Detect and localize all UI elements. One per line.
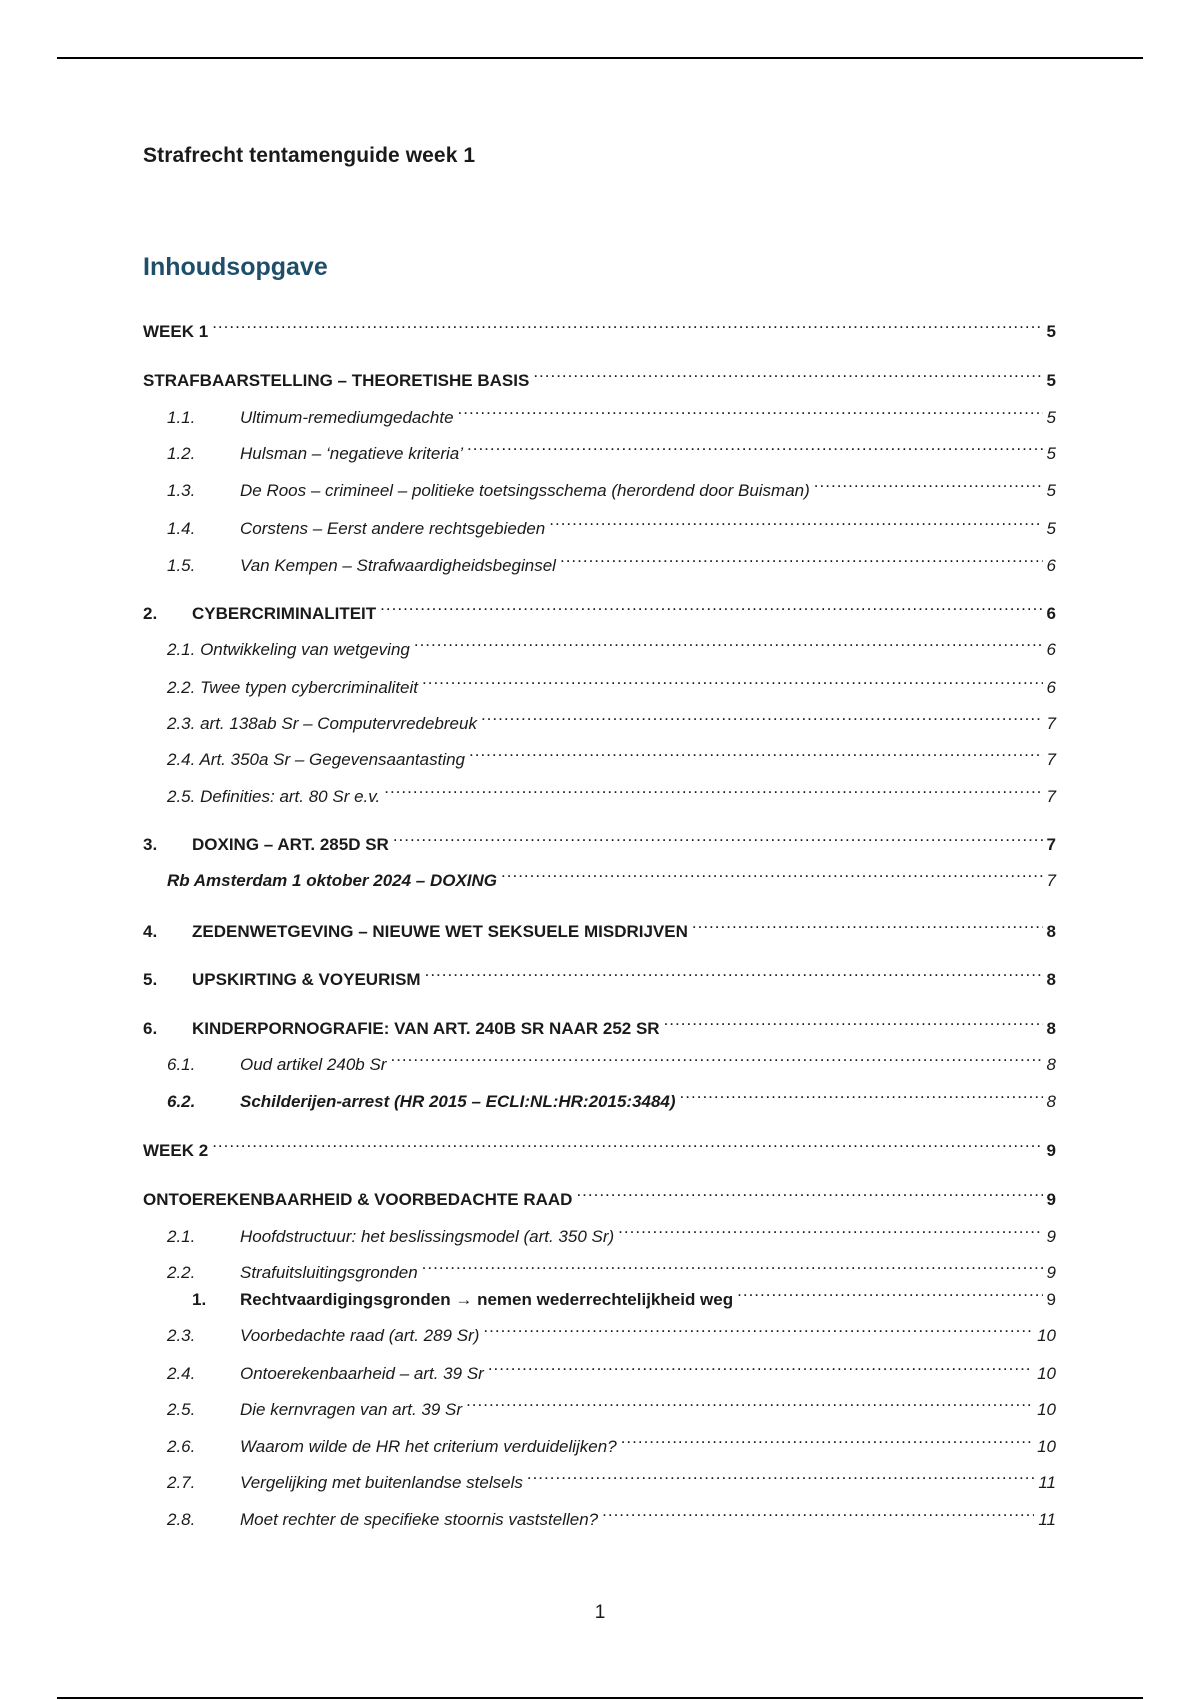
toc-entry[interactable] (167, 437, 1056, 465)
toc-entry-number: 6. (143, 1019, 158, 1038)
toc-dot-leader (422, 671, 1043, 693)
toc-entry-page: 7 (1046, 750, 1056, 769)
toc-dot-leader (618, 1220, 1042, 1242)
toc-dot-leader (384, 780, 1042, 802)
toc-entry-title: ZEDENWETGEVING – NIEUWE WET SEKSUELE MISDRIJVEN (192, 922, 688, 941)
toc-dot-leader (680, 1085, 1043, 1107)
toc-dot-leader (814, 474, 1043, 496)
toc-entry-title: Moet rechter de specifieke stoornis vaststellen? (240, 1510, 599, 1529)
toc-entry[interactable] (143, 315, 1056, 343)
toc-entry-page: 8 (1046, 1019, 1056, 1038)
toc-entry[interactable] (143, 915, 1056, 943)
toc-entry-page: 10 (1037, 1326, 1056, 1345)
toc-entry-number: 1.4. (167, 519, 196, 538)
toc-entry[interactable] (167, 1393, 1056, 1421)
toc-dot-leader (466, 1393, 1033, 1415)
toc-entry-page: 10 (1037, 1437, 1056, 1456)
toc-dot-leader (501, 864, 1043, 886)
toc-dot-leader (576, 1183, 1042, 1205)
toc-entry-title: STRAFBAARSTELLING – THEORETISHE BASIS (143, 371, 530, 390)
toc-entry[interactable] (167, 1085, 1056, 1113)
toc-entry-title: Hulsman – ‘negatieve kriteria’ (240, 444, 463, 463)
toc-entry-title: Vergelijking met buitenlandse stelsels (240, 1473, 523, 1492)
toc-entry-page: 9 (1046, 1227, 1056, 1246)
toc-entry-number: 6.1. (167, 1055, 196, 1074)
toc-entry[interactable] (167, 780, 1056, 808)
toc-dot-leader (212, 315, 1042, 337)
toc-entry[interactable] (167, 864, 1056, 892)
toc-entry-page: 7 (1046, 871, 1056, 890)
toc-entry-page: 11 (1038, 1473, 1056, 1492)
toc-entry-title: Rb Amsterdam 1 oktober 2024 – DOXING (167, 871, 498, 890)
toc-entry-page: 5 (1046, 408, 1056, 427)
toc-entry-page: 8 (1046, 970, 1056, 989)
toc-entry-number: 2.4. (167, 1364, 196, 1383)
footer-rule (57, 1697, 1143, 1699)
toc-entry-title: ONTOEREKENBAARHEID & VOORBEDACHTE RAAD (143, 1190, 573, 1209)
toc-entry-page: 11 (1038, 1510, 1056, 1529)
toc-dot-leader (414, 633, 1043, 655)
toc-entry-number: 1.5. (167, 556, 196, 575)
toc-dot-leader (380, 597, 1042, 619)
toc-entry-number: 6.2. (167, 1092, 196, 1111)
toc-dot-leader (458, 401, 1043, 423)
toc-entry-title: DOXING – ART. 285D SR (192, 835, 389, 854)
toc-entry-page: 5 (1046, 371, 1056, 390)
toc-entry-title: Van Kempen – Strafwaardigheidsbeginsel (240, 556, 556, 575)
toc-entry-number: 2.3. (167, 1326, 196, 1345)
toc-entry-number: 2. (143, 604, 158, 623)
toc-dot-leader (488, 1357, 1033, 1379)
toc-dot-leader (212, 1134, 1042, 1156)
toc-dot-leader (549, 512, 1042, 534)
toc-entry-title: UPSKIRTING & VOYEURISM (192, 970, 421, 989)
toc-entry-number: 2.7. (167, 1473, 196, 1492)
toc-entry[interactable] (167, 1357, 1056, 1385)
toc-dot-leader (467, 437, 1043, 459)
toc-entry[interactable] (167, 512, 1056, 540)
toc-entry[interactable] (167, 1319, 1056, 1347)
toc-dot-leader (483, 1319, 1033, 1341)
toc-entry-title: CYBERCRIMINALITEIT (192, 604, 377, 623)
toc-entry-page: 5 (1046, 481, 1056, 500)
toc-entry[interactable] (143, 963, 1056, 991)
toc-entry-number: 2.2. (167, 1263, 196, 1282)
toc-entry[interactable] (143, 1012, 1056, 1040)
document-title: Strafrecht tentamenguide week 1 (143, 144, 476, 167)
toc-dot-leader (469, 743, 1043, 765)
toc-entry[interactable] (167, 1430, 1056, 1458)
toc-entry[interactable] (167, 671, 1056, 699)
toc-dot-leader (664, 1012, 1043, 1034)
toc-entry-title: Die kernvragen van art. 39 Sr (240, 1400, 463, 1419)
toc-entry[interactable] (167, 474, 1056, 502)
toc-dot-leader (527, 1466, 1034, 1488)
toc-entry-page: 10 (1037, 1400, 1056, 1419)
toc-entry-number: 2.1. (167, 1227, 196, 1246)
toc-entry-page: 6 (1046, 604, 1056, 623)
toc-entry[interactable] (167, 1466, 1056, 1494)
toc-entry[interactable] (143, 828, 1056, 856)
toc-entry-number: 4. (143, 922, 158, 941)
toc-entry-title: Ultimum-remediumgedachte (240, 408, 454, 427)
toc-entry-page: 7 (1046, 835, 1056, 854)
toc-entry-number: 2.6. (167, 1437, 196, 1456)
toc-entry[interactable] (167, 1503, 1056, 1531)
toc-entry[interactable] (167, 1220, 1056, 1248)
toc-heading: Inhoudsopgave (143, 253, 328, 281)
page-number: 1 (594, 1602, 606, 1623)
toc-entry-title: 2.2. Twee typen cybercriminaliteit (167, 678, 419, 697)
toc-entry-title: Schilderijen-arrest (HR 2015 – ECLI:NL:HR:2015:3484) (240, 1092, 676, 1111)
toc-dot-leader (737, 1283, 1042, 1305)
toc-entry-title: Ontoerekenbaarheid – art. 39 Sr (240, 1364, 484, 1383)
toc-entry-number: 3. (143, 835, 158, 854)
toc-entry-page: 8 (1046, 1055, 1056, 1074)
toc-entry-page: 6 (1046, 640, 1056, 659)
toc-entry-title: Strafuitsluitingsgronden (240, 1263, 418, 1282)
toc-dot-leader (602, 1503, 1034, 1525)
toc-entry-number: 1.1. (167, 408, 196, 427)
toc-dot-leader (481, 707, 1043, 729)
toc-dot-leader (422, 1256, 1043, 1278)
toc-entry-number: 5. (143, 970, 158, 989)
toc-entry-title: Voorbedachte raad (art. 289 Sr) (240, 1326, 480, 1345)
toc-entry-title: Waarom wilde de HR het criterium verduidelijken? (240, 1437, 617, 1456)
toc-entry-title: Rechtvaardigingsgronden → nemen wederrechtelijkheid weg (240, 1290, 734, 1309)
toc-entry-page: 9 (1046, 1190, 1056, 1209)
toc-entry-number: 2.8. (167, 1510, 196, 1529)
toc-entry-title: 2.1. Ontwikkeling van wetgeving (167, 640, 410, 659)
toc-entry[interactable] (167, 743, 1056, 771)
toc-entry-page: 5 (1046, 444, 1056, 463)
toc-entry-title: KINDERPORNOGRAFIE: VAN ART. 240B SR NAAR 252 SR (192, 1019, 660, 1038)
toc-entry-title: 2.3. art. 138ab Sr – Computervredebreuk (167, 714, 477, 733)
toc-dot-leader (692, 915, 1043, 937)
toc-entry-number: 1.2. (167, 444, 196, 463)
toc-entry[interactable] (143, 597, 1056, 625)
toc-entry-title: Hoofdstructuur: het beslissingsmodel (art. 350 Sr) (240, 1227, 615, 1246)
toc-dot-leader (390, 1048, 1042, 1070)
toc-entry[interactable] (167, 707, 1056, 735)
toc-entry-title: De Roos – crimineel – politieke toetsingsschema (herordend door Buisman) (240, 481, 810, 500)
toc-entry-page: 7 (1046, 787, 1056, 806)
toc-entry[interactable] (143, 1183, 1056, 1211)
toc-entry-page: 10 (1037, 1364, 1056, 1383)
toc-entry-page: 9 (1046, 1263, 1056, 1282)
toc-entry[interactable] (167, 633, 1056, 661)
toc-entry-title: Oud artikel 240b Sr (240, 1055, 387, 1074)
toc-entry-page: 9 (1046, 1141, 1056, 1160)
toc-dot-leader (425, 963, 1043, 985)
toc-entry[interactable] (167, 549, 1056, 577)
toc-entry-title: 2.5. Definities: art. 80 Sr e.v. (167, 787, 381, 806)
toc-entry-number: 2.5. (167, 1400, 196, 1419)
toc-entry[interactable] (143, 364, 1056, 392)
toc-entry-page: 6 (1046, 556, 1056, 575)
toc-entry-page: 8 (1046, 922, 1056, 941)
toc-entry-title: WEEK 2 (143, 1141, 209, 1160)
toc-entry-title: Corstens – Eerst andere rechtsgebieden (240, 519, 546, 538)
toc-entry-title: 2.4. Art. 350a Sr – Gegevensaantasting (167, 750, 466, 769)
toc-entry-number: 1.3. (167, 481, 196, 500)
toc-dot-leader (560, 549, 1043, 571)
toc-entry-page: 5 (1046, 519, 1056, 538)
toc-entry-page: 8 (1046, 1092, 1056, 1111)
toc-dot-leader (533, 364, 1042, 386)
toc-dot-leader (621, 1430, 1033, 1452)
toc-entry[interactable] (167, 1048, 1056, 1076)
toc-entry-page: 9 (1046, 1290, 1056, 1309)
toc-entry[interactable] (143, 1134, 1056, 1162)
toc-entry-page: 5 (1046, 322, 1056, 341)
toc-entry-page: 6 (1046, 678, 1056, 697)
toc-entry-number: 1. (192, 1290, 207, 1309)
toc-dot-leader (393, 828, 1043, 850)
toc-entry[interactable] (167, 401, 1056, 429)
toc-entry-title: WEEK 1 (143, 322, 209, 341)
toc-entry[interactable] (192, 1283, 1056, 1311)
toc-entry-page: 7 (1046, 714, 1056, 733)
toc-entry[interactable] (167, 1256, 1056, 1284)
